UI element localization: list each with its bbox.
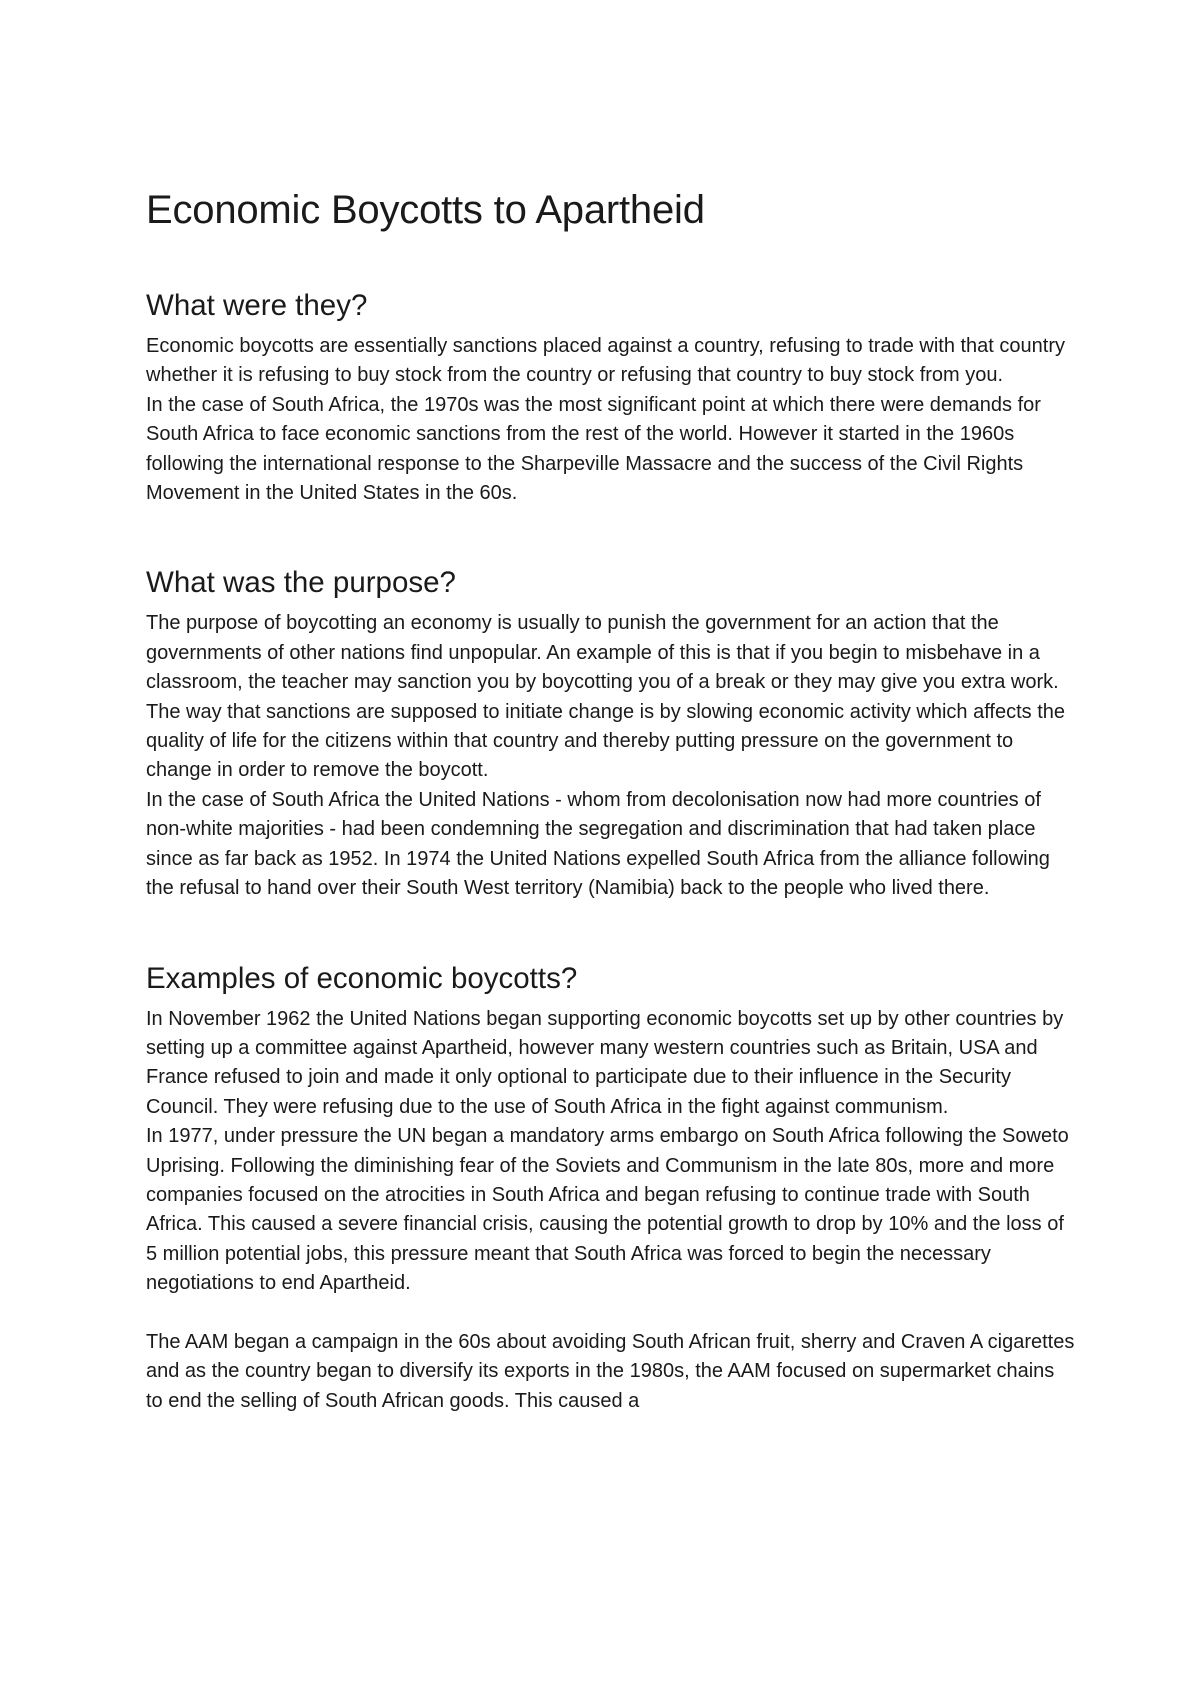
document-body — [146, 186, 1076, 1416]
section-heading: What was the purpose? — [146, 566, 456, 600]
section-heading: Examples of economic boycotts? — [146, 961, 578, 995]
paragraph: In November 1962 the United Nations began supporting economic boycotts set up by other countries by setting up a committee against Apartheid, however many western countries such as Britain, USA and France refused to join and made it only optional to participate due to their influence in the Security Council. They were refusing due to the use of South Africa in the fight against communism. — [146, 1007, 1064, 1118]
paragraph-spacer — [146, 1299, 1076, 1328]
paragraph: In the case of South Africa the United Nations - whom from decolonisation now had more countries of non-white majorities - had been condemning the segregation and discrimination that had taken place since as far back as 1952. In 1974 the United Nations expelled South Africa from the alliance following the refusal to hand over their South West territory (Namibia) back to the people who lived there. — [146, 788, 1050, 900]
paragraph: Economic boycotts are essentially sanctions placed against a country, refusing to trade with that country whether it is refusing to buy stock from the country or refusing that country to buy stock from you. — [146, 335, 1066, 387]
section-examples — [146, 960, 1076, 1417]
section-purpose — [146, 564, 1076, 903]
paragraph: The purpose of boycotting an economy is usually to punish the government for an action that the governments of other nations find unpopular. An example of this is that if you begin to misbehave in a classroom, the teacher may sanction you by boycotting you of a break or they may give you extra work. The way that sanctions are supposed to initiate change is by slowing economic activity which affects the quality of life for the citizens within that country and thereby putting pressure on the government to change in order to remove the boycott. — [146, 612, 1066, 782]
document-title: Economic Boycotts to Apartheid — [146, 188, 705, 232]
paragraph: In 1977, under pressure the UN began a mandatory arms embargo on South Africa following the Soweto Uprising. Following the diminishing fear of the Soviets and Communism in the late 80s, more and more companies focused on the atrocities in South Africa and began refusing to continue trade with South Africa. This caused a severe financial crisis, causing the potential growth to drop by 10% and the loss of 5 million potential jobs, this pressure meant that South Africa was forced to begin the necessary negotiations to end Apartheid. — [146, 1125, 1069, 1295]
paragraph: In the case of South Africa, the 1970s was the most significant point at which there were demands for South Africa to face economic sanctions from the rest of the world. However it started in the 1960s following the international response to the Sharpeville Massacre and the success of the Civil Rights Movement in the United States in the 60s. — [146, 393, 1041, 505]
section-what-were-they — [146, 287, 1076, 508]
section-heading: What were they? — [146, 289, 368, 322]
paragraph: The AAM began a campaign in the 60s about avoiding South African fruit, sherry and Craven A cigarettes and as the country began to diversify its exports in the 1980s, the AAM focused on supermarket chains to end the selling of South African goods. This caused a — [146, 1330, 1075, 1412]
